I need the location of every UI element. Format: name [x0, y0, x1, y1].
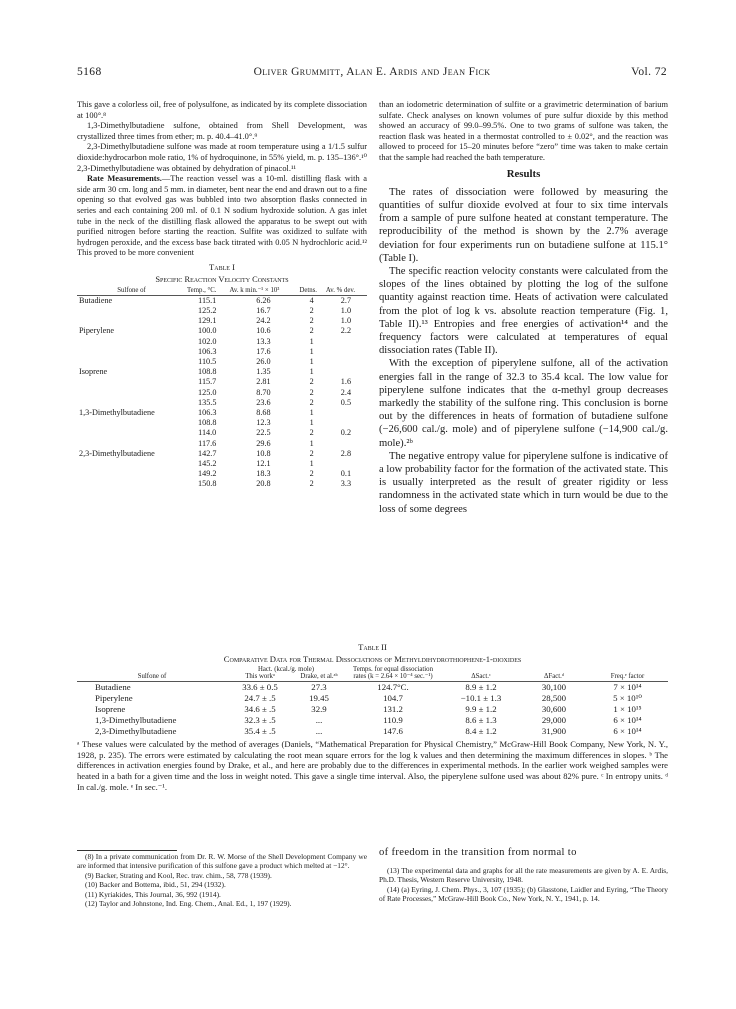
table-cell: 108.8	[198, 367, 217, 377]
table-cell: 0.2	[340, 428, 352, 438]
table-cell: 150.8	[198, 479, 217, 489]
table-cell	[325, 357, 367, 367]
column-header: ΔSact.ᶜ	[471, 673, 491, 681]
table-cell: 104.7	[383, 692, 403, 703]
table-row	[77, 367, 367, 377]
paragraph: The specific reaction velocity constants were calculated from the slopes of the lines obtained by plotting the log of the sulfone quantity against reaction time. Heats of activation were calculated from the plot of log k vs. absolute reaction temperature (Fig. 1, Table II).¹³ Entropies and free energies of activation¹⁴ and the frequency factors were calculated at temperatures of equal dissociation rates (Table II).	[379, 265, 668, 357]
table-cell: 17.6	[256, 346, 271, 356]
table-cell: 30,600	[541, 703, 567, 714]
table-row	[77, 449, 367, 459]
table-cell: 135.5	[198, 397, 217, 407]
table-cell	[325, 337, 367, 347]
table-cell: 13.3	[256, 336, 271, 346]
table-cell: 19.45	[309, 692, 329, 703]
footnote: (8) In a private communication from Dr. R. W. Morse of the Shell Development Company we are informed that intensive purification of this sulfone gave a product which melted at −12°.	[77, 852, 367, 871]
comparative-data-table	[77, 666, 668, 737]
table-cell	[325, 408, 367, 418]
table-cell: 108.8	[198, 418, 217, 428]
table-cell: 131.2	[383, 703, 403, 714]
table-cell: 26.0	[256, 356, 271, 366]
table-cell: 117.6	[198, 438, 217, 448]
table-cell: 10.6	[256, 326, 271, 336]
table-cell: 2	[309, 305, 314, 315]
table-cell: 115.7	[198, 377, 217, 387]
table-cell: 147.6	[383, 725, 403, 736]
table-cell: 27.3	[311, 681, 327, 692]
table-row	[77, 347, 367, 357]
table-cell: 102.0	[198, 336, 217, 346]
table-cell: 1	[309, 407, 314, 417]
table-cell	[77, 306, 186, 316]
table-cell: 12.3	[256, 418, 271, 428]
table-row	[77, 326, 367, 336]
table-body	[77, 681, 668, 737]
table-cell: 29.6	[256, 438, 271, 448]
table-caption: Table II	[358, 642, 387, 652]
column-header: Sulfone of	[117, 287, 146, 295]
table-cell: 12.1	[256, 458, 271, 468]
table-cell: 6 × 10¹⁴	[613, 714, 642, 725]
table-title: Comparative Data for Thermal Dissociations of Methyldihydrothiophene-1-dioxides	[223, 654, 522, 664]
table-row	[77, 398, 367, 408]
footnote: (10) Backer and Bottema, ibid., 51, 294 (1932).	[85, 880, 226, 890]
table-cell: 31,900	[541, 725, 567, 736]
footnote-rule	[77, 850, 177, 851]
column-header: Detns.	[299, 287, 317, 295]
table-cell	[77, 459, 186, 469]
paragraph-continuation: of freedom in the transition from normal to	[379, 847, 577, 858]
paragraph: The rates of dissociation were followed by measuring the quantities of sulfur dioxide evolved at four to six time intervals from a sample of pure sulfone heated at constant temperature. The reproducibility of the method is shown by the 2.7% average deviation for four experiments run on butadiene sulfone at 115.1° (Table I).	[379, 186, 668, 264]
column-header: Temps. for equal dissociation rates (k = 2.64 × 10⁻⁴ sec.⁻¹)	[353, 666, 433, 681]
table-cell: 1.0	[340, 316, 352, 326]
footnote: (14) (a) Eyring, J. Chem. Phys., 3, 107 (1935); (b) Glasstone, Laidler and Eyring, “The Theory of Rate Processes,” McGraw-Hill Book Co., New York, N. Y., 1941, p. 14.	[379, 884, 668, 904]
paragraph	[77, 174, 367, 259]
table-row	[77, 469, 367, 479]
table-cell: 24.7 ± .5	[244, 692, 276, 703]
table-cell: 1	[309, 336, 314, 346]
table-cell	[77, 418, 186, 428]
paragraph: With the exception of piperylene sulfone, all of the activation energies fall in the range of 32.3 to 35.4 kcal. The low value for piperylene sulfone indicates that the α-methyl group decreases markedly the stability of the sulfone ring. This conclusion is borne out by the differences in heats of formation of butadiene sulfone (−26,600 cal./g. mole) and of piperylene sulfone (−14,900 cal./g. mole).²ᵇ	[379, 358, 668, 449]
table-row	[77, 479, 367, 489]
table-cell: 16.7	[256, 305, 271, 315]
rate-constants-table	[77, 287, 367, 489]
table-cell: 1	[309, 418, 314, 428]
table-cell: 30,100	[541, 681, 567, 692]
paragraph: 2,3-Dimethylbutadiene sulfone was made at room temperature using a 1/1.5 sulfur dioxide:hydrocarbon mole ratio, 1% of hydroquinone, in 55% yield, m. p. 135–136°.¹⁰ 2,3-Dimethylbutadiene was obtained by dehydration of pinacol.¹¹	[77, 142, 367, 173]
right-column	[379, 100, 668, 516]
paragraph-body: —The reaction vessel was a 10-ml. distilling flask with a side arm 30 cm. long and 5 mm. in diameter, bent near the end and drawn out to a fine opening so that evolved gas was bubbled into two absorption flasks connected in series and each containing 200 ml. of 0.1 N sodium hydroxide solution. A gas inlet tube in the neck of the distilling flask allowed the apparatus to be swept out with purified nitrogen before starting the reaction. Sulfite was oxidized to sulfate with hydrogen peroxide, and the excess base back titrated with 0.05 N hydrochloric acid.¹² This proved to be more convenient	[77, 174, 367, 258]
table-cell	[325, 418, 367, 428]
table-cell: 1	[309, 438, 314, 448]
table-cell	[77, 316, 186, 326]
table-cell: 5 × 10¹⁰	[613, 692, 642, 703]
table-cell: ...	[315, 714, 323, 725]
table-row	[77, 439, 367, 449]
table-row	[77, 408, 367, 418]
table-header-row	[77, 666, 668, 673]
table-cell: 20.8	[256, 479, 271, 489]
table-cell: 10.8	[256, 448, 271, 458]
author-line: Oliver Grummitt, Alan E. Ardis and Jean Fick	[253, 66, 491, 78]
table-cell	[77, 388, 186, 398]
table-cell: 1.6	[340, 377, 352, 387]
table-cell: 9.9 ± 1.2	[465, 703, 497, 714]
table-row	[77, 693, 668, 704]
table-cell: 3.3	[340, 479, 352, 489]
table-cell: 1	[309, 367, 314, 377]
footnote: (9) Backer, Strating and Kool, Rec. trav. chim., 58, 778 (1939).	[85, 870, 272, 880]
table-cell	[77, 469, 186, 479]
table-cell: 2	[309, 316, 314, 326]
table-caption: Table I	[209, 261, 235, 272]
table-cell	[77, 479, 186, 489]
table-row	[77, 377, 367, 387]
table-cell: 110.5	[198, 356, 217, 366]
table-row	[77, 388, 367, 398]
table-cell: 1,3-Dimethylbutadiene	[95, 714, 177, 725]
footnote: (11) Kyriakides, This Journal, 36, 992 (1914).	[85, 889, 221, 899]
table-cell: Isoprene	[79, 367, 108, 377]
table-cell	[325, 347, 367, 357]
left-column	[77, 100, 367, 490]
table-row	[77, 726, 668, 737]
table-row	[77, 681, 668, 693]
table-cell: 2.7	[340, 295, 352, 305]
table-cell: 8.70	[256, 387, 271, 397]
table-cell: 2	[309, 428, 314, 438]
table-cell: 110.9	[383, 714, 403, 725]
column-header: ΔFact.ᵈ	[544, 673, 564, 681]
table-cell: 145.2	[198, 458, 217, 468]
table-cell: 2	[309, 448, 314, 458]
table-row	[77, 459, 367, 469]
table-cell: 1.35	[256, 367, 271, 377]
table-body	[77, 295, 367, 489]
page-number: 5168	[77, 66, 102, 78]
column-header: Sulfone of	[137, 673, 167, 681]
table-cell: 1.0	[340, 305, 352, 315]
running-header	[77, 66, 667, 82]
table-cell: 2	[309, 397, 314, 407]
table-cell: ...	[315, 725, 323, 736]
table-cell: 2.4	[340, 387, 352, 397]
table-cell: 2	[309, 387, 314, 397]
table-cell: 125.0	[198, 387, 217, 397]
table-cell: 8.9 ± 1.2	[465, 681, 497, 692]
paragraph: The negative entropy value for piperylene sulfone is indicative of a low probability factor for the formation of the activated state. This is usually interpreted as the result of greater rigidity or less randomness in the activated state which in turn would be due to the loss of some degrees	[379, 450, 668, 515]
table-cell	[325, 367, 367, 377]
table-cell: Butadiene	[79, 295, 113, 305]
table-cell: 1	[309, 346, 314, 356]
table-ii-block	[77, 642, 668, 793]
table-title: Specific Reaction Velocity Constants	[155, 274, 289, 284]
paragraph: than an iodometric determination of sulfite or a gravimetric determination of barium sulfate. Check analyses on known volumes of pure sulfur dioxide by this method showed an accuracy of 99.0–99.5%. One to two grams of sulfone was taken, the reaction flask was heated in a thermostat controlled to ± 0.02°, and the reaction was allowed to proceed for 15–20 minutes before “zero” time was taken to make certain that the sample had reached the bath temperature.	[379, 100, 668, 162]
table-cell: 2.2	[340, 326, 352, 336]
table-cell: 6.26	[256, 295, 271, 305]
footnote: (12) Taylor and Johnstone, Ind. Eng. Chem., Anal. Ed., 1, 197 (1929).	[85, 899, 292, 909]
volume-label: Vol. 72	[631, 66, 667, 78]
table-cell	[77, 439, 186, 449]
table-cell	[77, 398, 186, 408]
table-cell: 2,3-Dimethylbutadiene	[79, 448, 155, 458]
table-cell: 2,3-Dimethylbutadiene	[95, 725, 177, 736]
table-footnote: ᵃ These values were calculated by the method of averages (Daniels, “Mathematical Preparation for Physical Chemistry,” McGraw-Hill Book Company, New York, N. Y., 1928, p. 235). The errors were estimated by calculating the root mean square errors for the log k values and then determining the maximum differences in slopes. ᵇ The differences in activation energies found by Drake, et al., and here are probably due to the differences in experimental methods. In the earlier work weighed samples were heated in a bath for a given time and the loss in weight noted. This gave a single time interval. Also, the piperylene sulfone used was about 82% pure. ᶜ In entropy units. ᵈ In cal./g. mole. ᵉ In sec.⁻¹.	[77, 738, 668, 792]
table-cell: 6 × 10¹⁴	[613, 725, 642, 736]
table-cell: 106.3	[198, 346, 217, 356]
table-cell: 35.4 ± .5	[244, 725, 276, 736]
table-cell: Isoprene	[95, 703, 126, 714]
table-cell: 2.81	[256, 377, 271, 387]
table-cell: 1	[309, 458, 314, 468]
table-cell: 0.5	[340, 397, 352, 407]
table-cell	[325, 439, 367, 449]
table-cell: 32.9	[311, 703, 327, 714]
table-cell: 114.0	[198, 428, 217, 438]
table-cell: 33.6 ± 0.5	[242, 681, 278, 692]
table-cell: 125.2	[198, 305, 217, 315]
table-cell: 2	[309, 377, 314, 387]
table-cell: 106.3	[198, 407, 217, 417]
table-row	[77, 418, 367, 428]
table-cell: 28,500	[541, 692, 567, 703]
table-row	[77, 428, 367, 438]
column-group-header: Hact. (kcal./g. mole)	[257, 666, 315, 673]
table-cell	[77, 347, 186, 357]
table-row	[77, 715, 668, 726]
table-cell	[77, 357, 186, 367]
table-cell: 2	[309, 479, 314, 489]
footnote: (13) The experimental data and graphs for all the rate measurements are given by A. E. Ardis, Ph.D. Thesis, Western Reserve University, 1948.	[379, 866, 668, 885]
table-cell	[325, 459, 367, 469]
table-cell: 8.4 ± 1.2	[465, 725, 497, 736]
table-row	[77, 316, 367, 326]
table-cell: 1	[309, 356, 314, 366]
table-cell: Piperylene	[95, 692, 133, 703]
table-row	[77, 357, 367, 367]
table-cell: 8.68	[256, 407, 271, 417]
table-cell: 34.6 ± .5	[244, 703, 276, 714]
table-cell: 2	[309, 469, 314, 479]
table-cell	[77, 428, 186, 438]
table-cell: 8.6 ± 1.3	[465, 714, 497, 725]
table-cell: 1 × 10¹⁵	[613, 703, 642, 714]
paragraph: 1,3-Dimethylbutadiene sulfone, obtained from Shell Development, was crystallized three times from ether; m. p. 40.4–41.0°.⁹	[77, 121, 367, 141]
table-cell: 4	[309, 295, 314, 305]
table-cell: 115.1	[198, 295, 217, 305]
table-cell: 7 × 10¹⁴	[613, 681, 642, 692]
section-lead: Rate Measurements.	[87, 174, 162, 184]
paragraph: This gave a colorless oil, free of polysulfone, as indicated by its complete dissociation at 100°.⁸	[77, 100, 367, 120]
table-cell: 22.5	[256, 428, 271, 438]
table-header-row	[77, 287, 367, 295]
column-header: Av. % dev.	[325, 287, 356, 295]
table-row	[77, 704, 668, 715]
table-row	[77, 337, 367, 347]
table-cell: 23.6	[256, 397, 271, 407]
table-cell: 129.1	[198, 316, 217, 326]
table-row	[77, 306, 367, 316]
table-cell: 2.8	[340, 448, 352, 458]
footnotes-left	[77, 852, 367, 908]
table-cell: 124.7°C.	[377, 681, 409, 692]
table-cell: 1,3-Dimethylbutadiene	[79, 407, 155, 417]
table-cell	[77, 377, 186, 387]
column-header: This workᵃ	[245, 673, 275, 681]
table-cell	[77, 337, 186, 347]
footnotes-right	[379, 866, 668, 904]
column-header: Drake, et al.ᵃᵇ	[300, 673, 338, 681]
section-heading-results: Results	[506, 167, 541, 180]
table-cell: 100.0	[198, 326, 217, 336]
table-cell: 149.2	[198, 469, 217, 479]
table-cell: Piperylene	[79, 326, 115, 336]
table-cell: 2	[309, 326, 314, 336]
table-cell: 24.2	[256, 316, 271, 326]
table-cell: 142.7	[198, 448, 217, 458]
column-header: Av. k min.⁻¹ × 10³	[229, 287, 280, 295]
table-cell: 18.3	[256, 469, 271, 479]
column-header: Temp., °C.	[187, 287, 217, 295]
table-cell: 0.1	[340, 469, 352, 479]
table-cell: −10.1 ± 1.3	[460, 692, 502, 703]
table-cell: 29,000	[541, 714, 567, 725]
table-cell: Butadiene	[95, 681, 131, 692]
table-row	[77, 295, 367, 306]
column-header: Freq.ᵉ factor	[610, 673, 645, 681]
table-cell: 32.3 ± .5	[244, 714, 276, 725]
